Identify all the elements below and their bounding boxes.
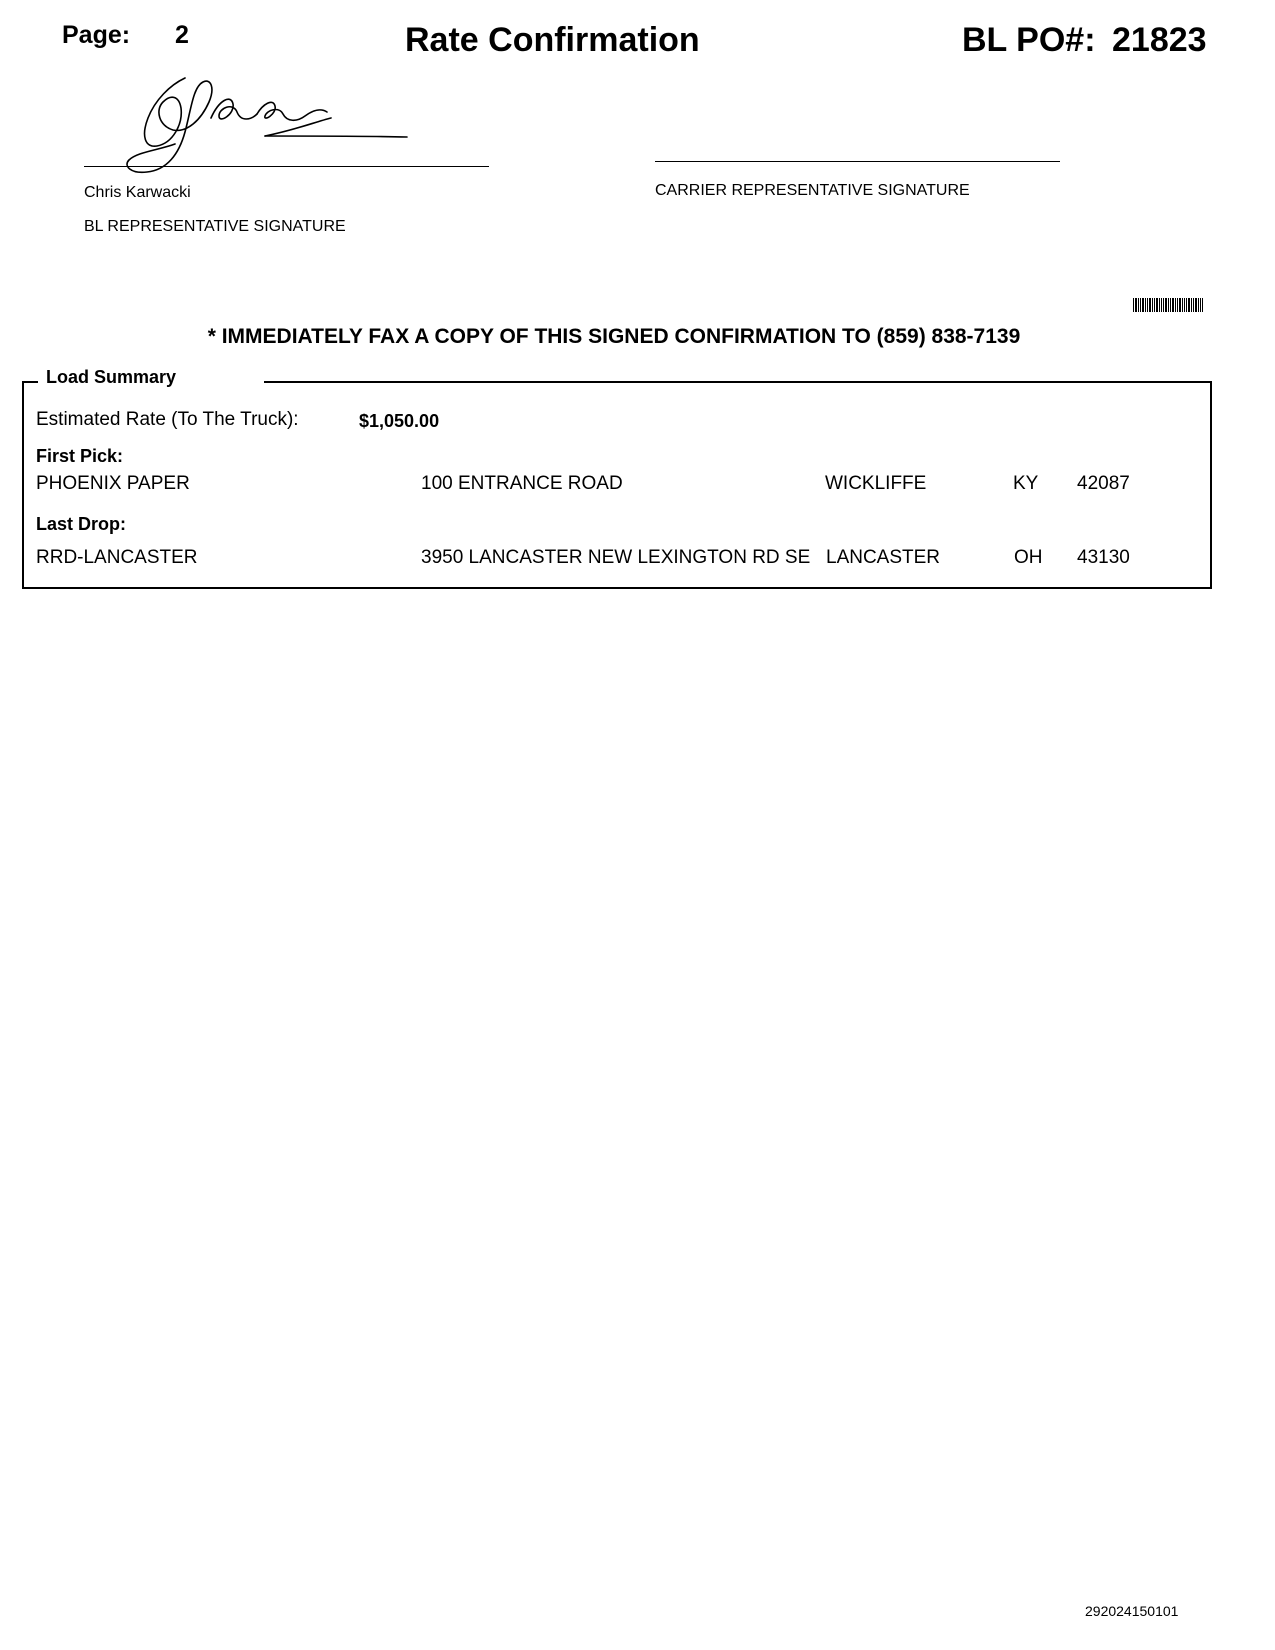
bl-signature-line <box>84 166 489 167</box>
last-drop-name: RRD-LANCASTER <box>36 547 198 568</box>
first-pick-city: WICKLIFFE <box>825 473 927 494</box>
last-drop-label: Last Drop: <box>36 514 126 534</box>
barcode-icon <box>1133 298 1203 312</box>
first-pick-zip: 42087 <box>1077 473 1130 494</box>
estimated-rate-value: $1,050.00 <box>359 411 440 431</box>
last-drop-state: OH <box>1014 547 1043 568</box>
estimated-rate-label: Estimated Rate (To The Truck): <box>36 409 299 430</box>
po-number: 21823 <box>1112 21 1207 59</box>
carrier-signature-line[interactable] <box>655 161 1060 162</box>
last-drop-address: 3950 LANCASTER NEW LEXINGTON RD SE <box>421 547 811 568</box>
bl-signature-caption: BL REPRESENTATIVE SIGNATURE <box>84 218 346 235</box>
first-pick-label: First Pick: <box>36 446 124 466</box>
last-drop-zip: 43130 <box>1077 547 1130 568</box>
first-pick-state: KY <box>1013 473 1039 494</box>
first-pick-name: PHOENIX PAPER <box>36 473 190 494</box>
page-label: Page: <box>62 21 131 49</box>
document-title: Rate Confirmation <box>405 21 700 59</box>
last-drop-city: LANCASTER <box>826 547 941 568</box>
first-pick-address: 100 ENTRANCE ROAD <box>421 473 623 494</box>
handwritten-signature <box>115 70 415 185</box>
page-number: 2 <box>175 21 189 49</box>
bl-signer-name: Chris Karwacki <box>84 184 191 201</box>
load-summary-box <box>22 367 1212 589</box>
load-summary-legend: Load Summary <box>38 367 264 388</box>
fax-notice: * IMMEDIATELY FAX A COPY OF THIS SIGNED CONFIRMATION TO (859) 838-7139 <box>207 325 1021 348</box>
po-label: BL PO#: <box>962 21 1096 59</box>
carrier-signature-caption: CARRIER REPRESENTATIVE SIGNATURE <box>655 182 970 199</box>
document-id: 292024150101 <box>1085 1603 1179 1619</box>
